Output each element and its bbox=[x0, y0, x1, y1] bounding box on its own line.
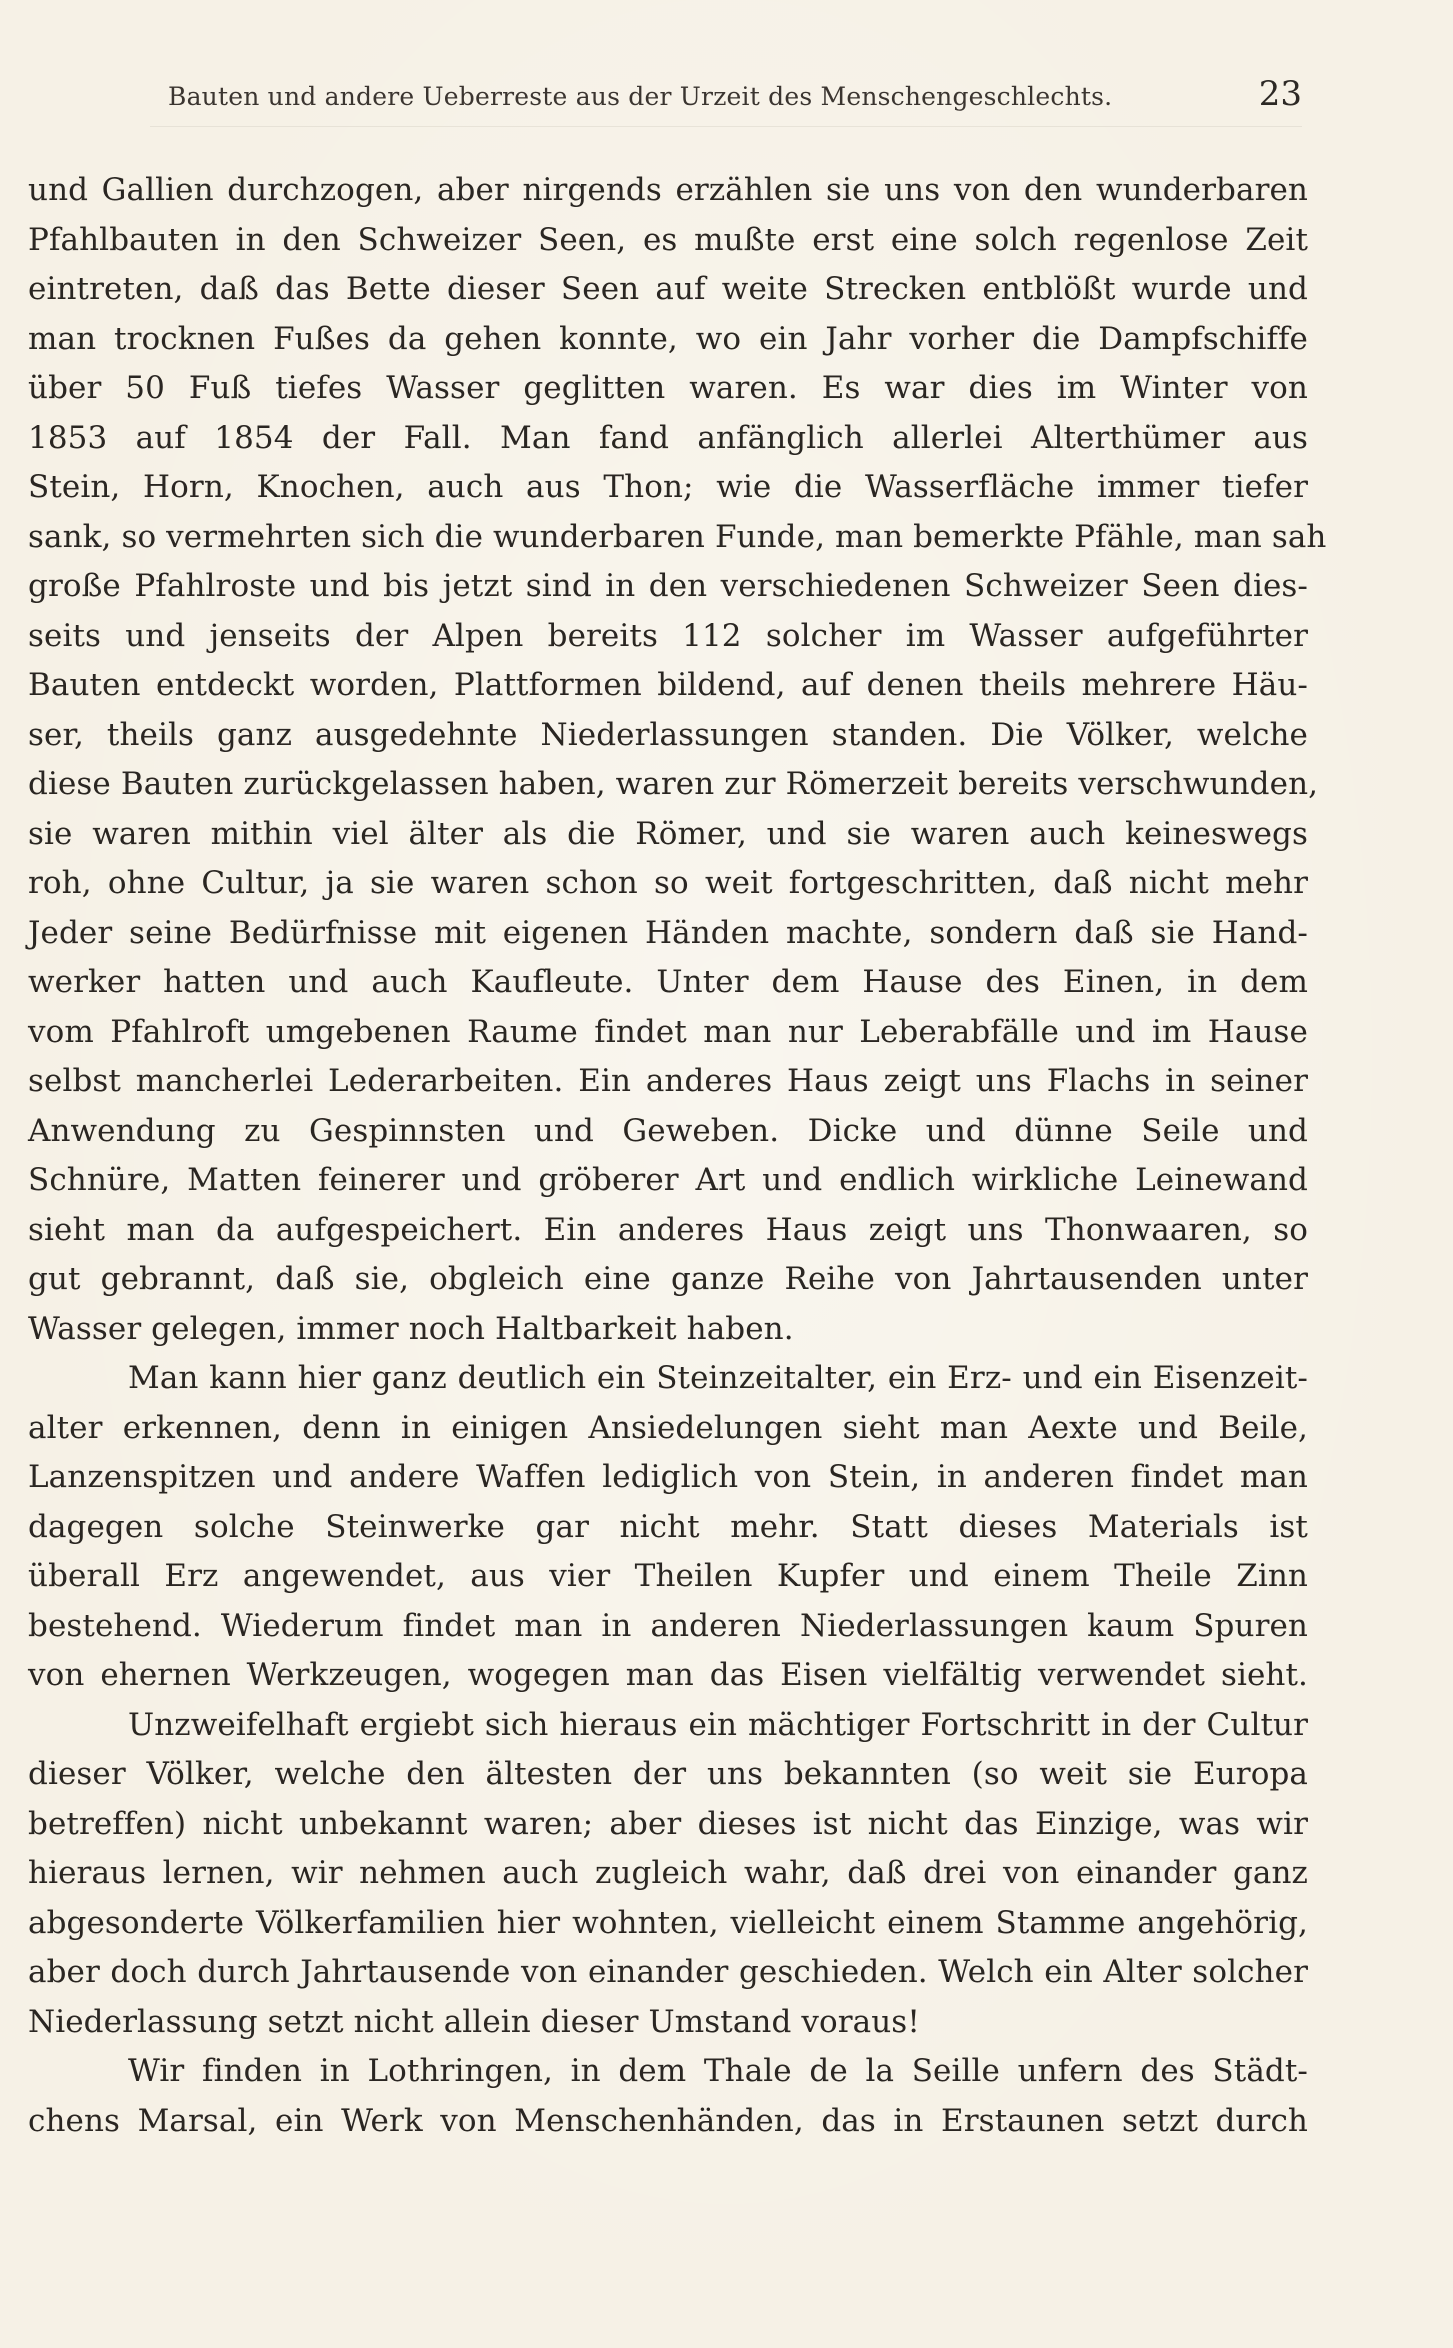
text-line-27: Lanzenspitzen und andere Waffen lediglich von Stein, in anderen findet man bbox=[28, 1459, 1308, 1495]
text-line-12: ser, theils ganz ausgedehnte Niederlassungen standen. Die Völker, welche bbox=[28, 716, 1308, 753]
text-line-6: 1853 auf 1854 der Fall. Man fand anfänglich allerlei Alterthümer aus bbox=[28, 419, 1308, 456]
text-line-18: vom Pfahlroft umgebenen Raume findet man nur Leberabfälle und im Hause bbox=[28, 1013, 1308, 1050]
page-header bbox=[150, 74, 1302, 127]
text-line-1: und Gallien durchzogen, aber nirgends erzählen sie uns von den wunderbaren bbox=[28, 172, 1308, 208]
text-line-16: Jeder seine Bedürfnisse mit eigenen Händen machte, sondern daß sie Hand- bbox=[28, 914, 1308, 951]
page-number: 23 bbox=[1258, 74, 1302, 114]
text-line-22: sieht man da aufgespeichert. Ein anderes Haus zeigt uns Thonwaaren, so bbox=[28, 1211, 1308, 1248]
running-title: Bauten und andere Ueberreste aus der Urzeit des Menschengeschlechts. bbox=[168, 82, 1113, 111]
text-line-13: diese Bauten zurückgelassen haben, waren zur Römerzeit bereits verschwunden, bbox=[28, 766, 1319, 802]
text-line-40: chens Marsal, ein Werk von Menschenhänden, das in Erstaunen setzt durch bbox=[28, 2102, 1308, 2139]
text-line-19: selbst mancherlei Lederarbeiten. Ein anderes Haus zeigt uns Flachs in seiner bbox=[28, 1063, 1308, 1099]
text-line-26: alter erkennen, denn in einigen Ansiedelungen sieht man Aexte und Beile, bbox=[28, 1409, 1308, 1446]
text-line-39: Wir finden in Lothringen, in dem Thale de la Seille unfern des Städt- bbox=[128, 2053, 1308, 2089]
text-line-7: Stein, Horn, Knochen, auch aus Thon; wie die Wasserfläche immer tiefer bbox=[28, 469, 1308, 505]
text-line-21: Schnüre, Matten feinerer und gröberer Art und endlich wirkliche Leinewand bbox=[28, 1162, 1308, 1198]
text-line-35: hieraus lernen, wir nehmen auch zugleich wahr, daß drei von einander ganz bbox=[28, 1855, 1308, 1891]
text-line-36: abgesonderte Völkerfamilien hier wohnten, vielleicht einem Stamme angehörig, bbox=[28, 1904, 1308, 1941]
text-line-29: überall Erz angewendet, aus vier Theilen Kupfer und einem Theile Zinn bbox=[28, 1558, 1308, 1594]
text-line-3: eintreten, daß das Bette dieser Seen auf weite Strecken entblößt wurde und bbox=[28, 271, 1308, 307]
text-line-25: Man kann hier ganz deutlich ein Steinzeitalter, ein Erz- und ein Eisenzeit- bbox=[128, 1360, 1308, 1396]
text-line-24: Wasser gelegen, immer noch Haltbarkeit haben. bbox=[28, 1310, 794, 1347]
text-line-33: dieser Völker, welche den ältesten der uns bekannten (so weit sie Europa bbox=[28, 1756, 1308, 1792]
text-line-11: Bauten entdeckt worden, Plattformen bildend, auf denen theils mehrere Häu- bbox=[28, 667, 1308, 703]
text-line-14: sie waren mithin viel älter als die Römer, und sie waren auch keineswegs bbox=[28, 815, 1308, 852]
text-line-10: seits und jenseits der Alpen bereits 112 solcher im Wasser aufgeführter bbox=[28, 617, 1308, 654]
text-line-9: große Pfahlroste und bis jetzt sind in den verschiedenen Schweizer Seen dies- bbox=[28, 568, 1308, 604]
text-line-20: Anwendung zu Gespinnsten und Geweben. Dicke und dünne Seile und bbox=[28, 1112, 1308, 1149]
text-line-4: man trocknen Fußes da gehen konnte, wo ein Jahr vorher die Dampfschiffe bbox=[28, 320, 1308, 357]
text-line-32: Unzweifelhaft ergiebt sich hieraus ein mächtiger Fortschritt in der Cultur bbox=[128, 1706, 1308, 1743]
text-line-2: Pfahlbauten in den Schweizer Seen, es mußte erst eine solch regenlose Zeit bbox=[28, 221, 1308, 258]
text-line-38: Niederlassung setzt nicht allein dieser Umstand voraus! bbox=[28, 2003, 920, 2040]
text-line-15: roh, ohne Cultur, ja sie waren schon so weit fortgeschritten, daß nicht mehr bbox=[28, 865, 1308, 901]
text-line-34: betreffen) nicht unbekannt waren; aber dieses ist nicht das Einzige, was wir bbox=[28, 1805, 1308, 1842]
text-line-31: von ehernen Werkzeugen, wogegen man das Eisen vielfältig verwendet sieht. bbox=[28, 1657, 1308, 1693]
body-text bbox=[28, 166, 1327, 2146]
text-line-37: aber doch durch Jahrtausende von einander geschieden. Welch ein Alter solcher bbox=[28, 1954, 1308, 1990]
text-line-17: werker hatten und auch Kaufleute. Unter dem Hause des Einen, in dem bbox=[28, 964, 1308, 1000]
text-line-8: sank, so vermehrten sich die wunderbaren Funde, man bemerkte Pfähle, man sah bbox=[28, 518, 1327, 555]
text-line-23: gut gebrannt, daß sie, obgleich eine ganze Reihe von Jahrtausenden unter bbox=[28, 1261, 1308, 1297]
text-line-30: bestehend. Wiederum findet man in anderen Niederlassungen kaum Spuren bbox=[28, 1607, 1308, 1644]
text-line-28: dagegen solche Steinwerke gar nicht mehr. Statt dieses Materials ist bbox=[28, 1508, 1308, 1545]
text-line-5: über 50 Fuß tiefes Wasser geglitten waren. Es war dies im Winter von bbox=[28, 370, 1308, 406]
